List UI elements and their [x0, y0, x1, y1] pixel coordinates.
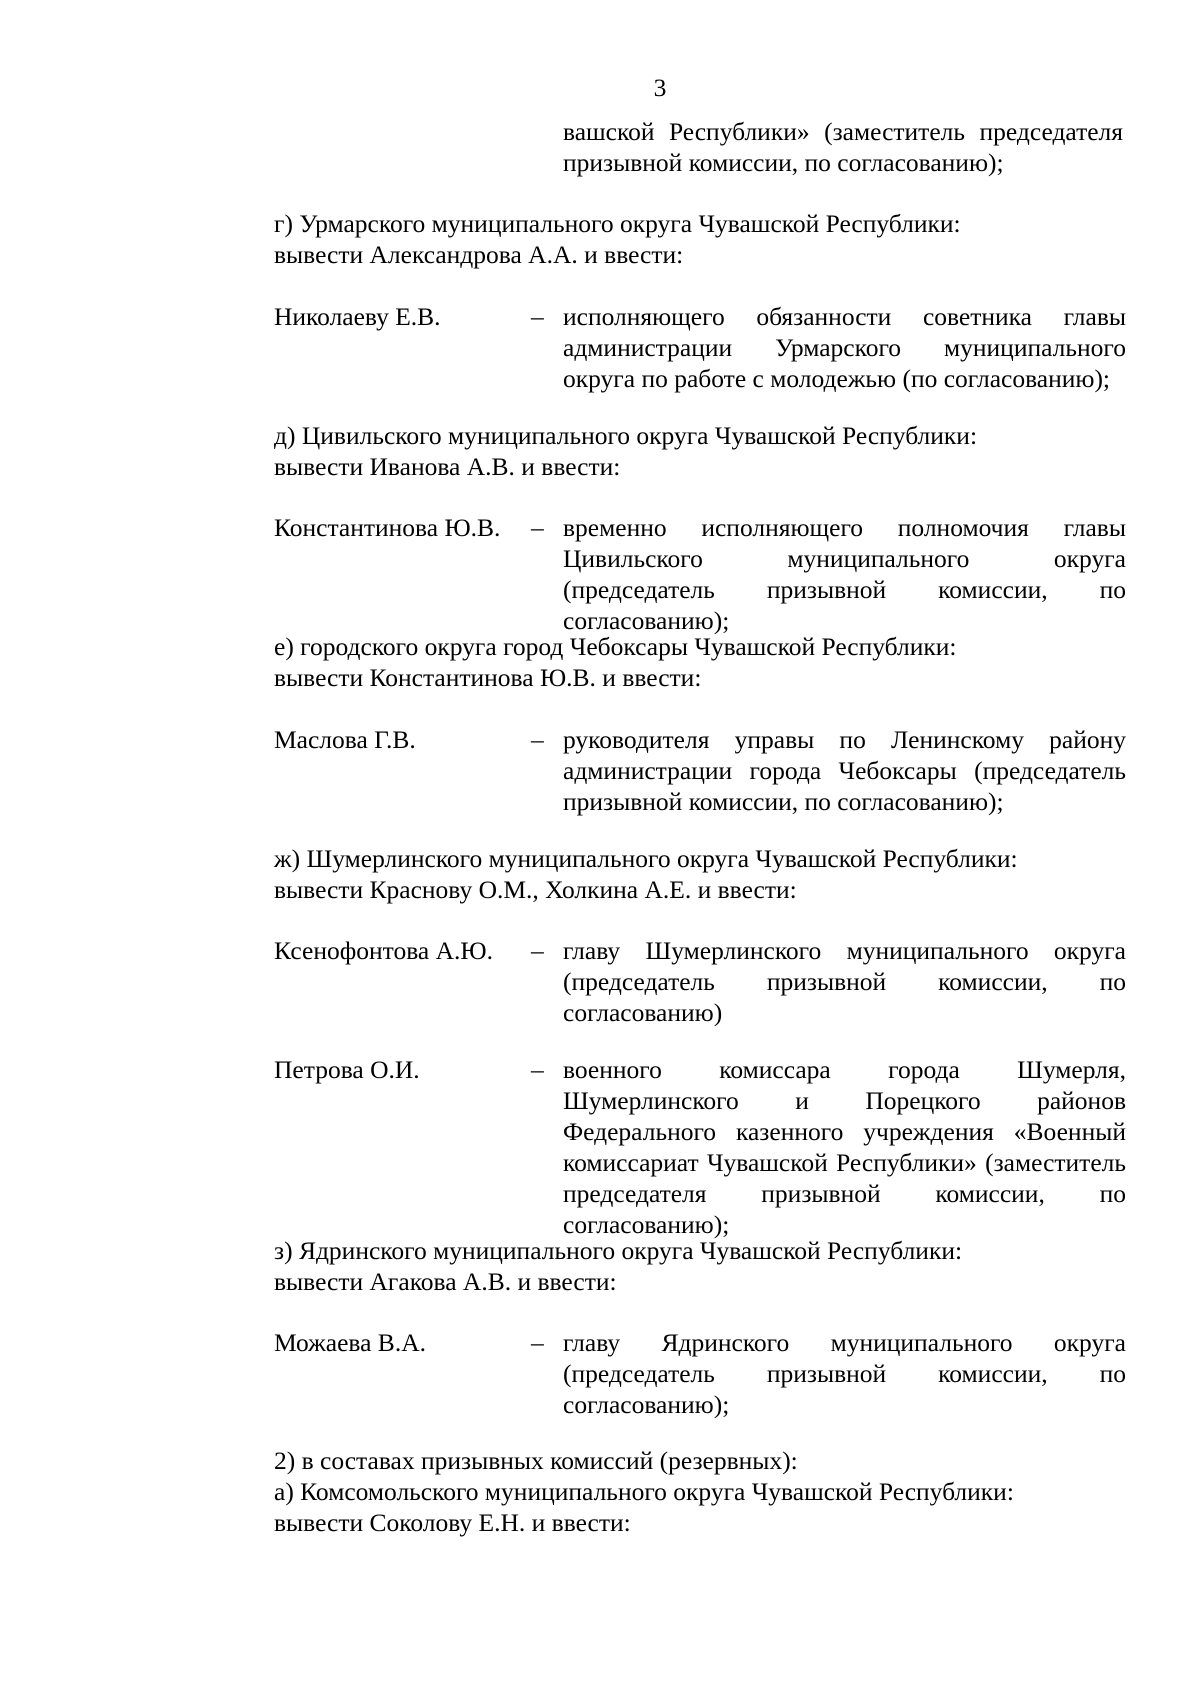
- final-line-2: а) Комсомольского муниципального округа Чувашской Республики:: [274, 1477, 1014, 1506]
- member-position: руководителя управы по Ленинскому району администрации города Чебоксары (председатель призывной комиссии, по согласованию);: [563, 725, 1126, 816]
- final-line-1: 2) в составах призывных комиссий (резервных):: [274, 1446, 798, 1475]
- member-name: Петрова О.И.: [274, 1055, 420, 1084]
- section-action: вывести Александрова А.А. и ввести:: [274, 240, 684, 269]
- section-heading-g: [274, 208, 1134, 270]
- dash: –: [531, 513, 544, 542]
- dash: –: [531, 302, 544, 331]
- dash: –: [531, 936, 544, 965]
- section-heading: ж) Шумерлинского муниципального округа Чувашской Республики:: [274, 844, 1018, 873]
- member-name: Маслова Г.В.: [274, 725, 416, 754]
- section-heading: е) городского округа город Чебоксары Чувашской Республики:: [274, 632, 957, 661]
- section-heading-zh: [274, 843, 1134, 905]
- member-position: главу Шумерлинского муниципального округа (председатель призывной комиссии, по согласованию): [563, 936, 1126, 1027]
- dash: –: [531, 725, 544, 754]
- section-action: вывести Краснову О.М., Холкина А.Е. и ввести:: [274, 875, 797, 904]
- final-line-3: вывести Соколову Е.Н. и ввести:: [274, 1508, 631, 1537]
- section-action: вывести Иванова А.В. и ввести:: [274, 452, 621, 481]
- section-heading: г) Урмарского муниципального округа Чувашской Республики:: [274, 209, 961, 238]
- member-position: военного комиссара города Шумерля, Шумерлинского и Порецкого районов Федерального казенного учреждения «Военный комиссариат Чувашской Республики» (заместитель председателя призывной комиссии, по согласованию);: [563, 1055, 1126, 1239]
- section-heading-d: [274, 420, 1134, 482]
- page-number: 3: [653, 73, 667, 102]
- section-action: вывести Агакова А.В. и ввести:: [274, 1267, 617, 1296]
- final-block: [274, 1445, 1134, 1538]
- section-heading: д) Цивильского муниципального округа Чувашской Республики:: [274, 421, 978, 450]
- member-name: Можаева В.А.: [274, 1328, 426, 1357]
- member-position: главу Ядринского муниципального округа (председатель призывной комиссии, по согласованию);: [563, 1328, 1126, 1419]
- member-position: временно исполняющего полномочия главы Цивильского муниципального округа (председатель призывной комиссии, по согласованию);: [563, 513, 1126, 635]
- section-heading-e: [274, 631, 1134, 693]
- member-name: Николаеву Е.В.: [274, 302, 441, 331]
- member-name: Ксенофонтова А.Ю.: [274, 936, 493, 965]
- section-heading-z: [274, 1235, 1134, 1297]
- member-position: исполняющего обязанности советника главы администрации Урмарского муниципального округа по работе с молодежью (по согласованию);: [563, 302, 1126, 393]
- dash: –: [531, 1055, 544, 1084]
- section-heading: з) Ядринского муниципального округа Чувашской Республики:: [274, 1236, 963, 1265]
- section-action: вывести Константинова Ю.В. и ввести:: [274, 663, 702, 692]
- continuation-text: вашской Республики» (заместитель председателя призывной комиссии, по согласованию);: [563, 117, 1123, 177]
- member-name: Константинова Ю.В.: [274, 513, 501, 542]
- dash: –: [531, 1328, 544, 1357]
